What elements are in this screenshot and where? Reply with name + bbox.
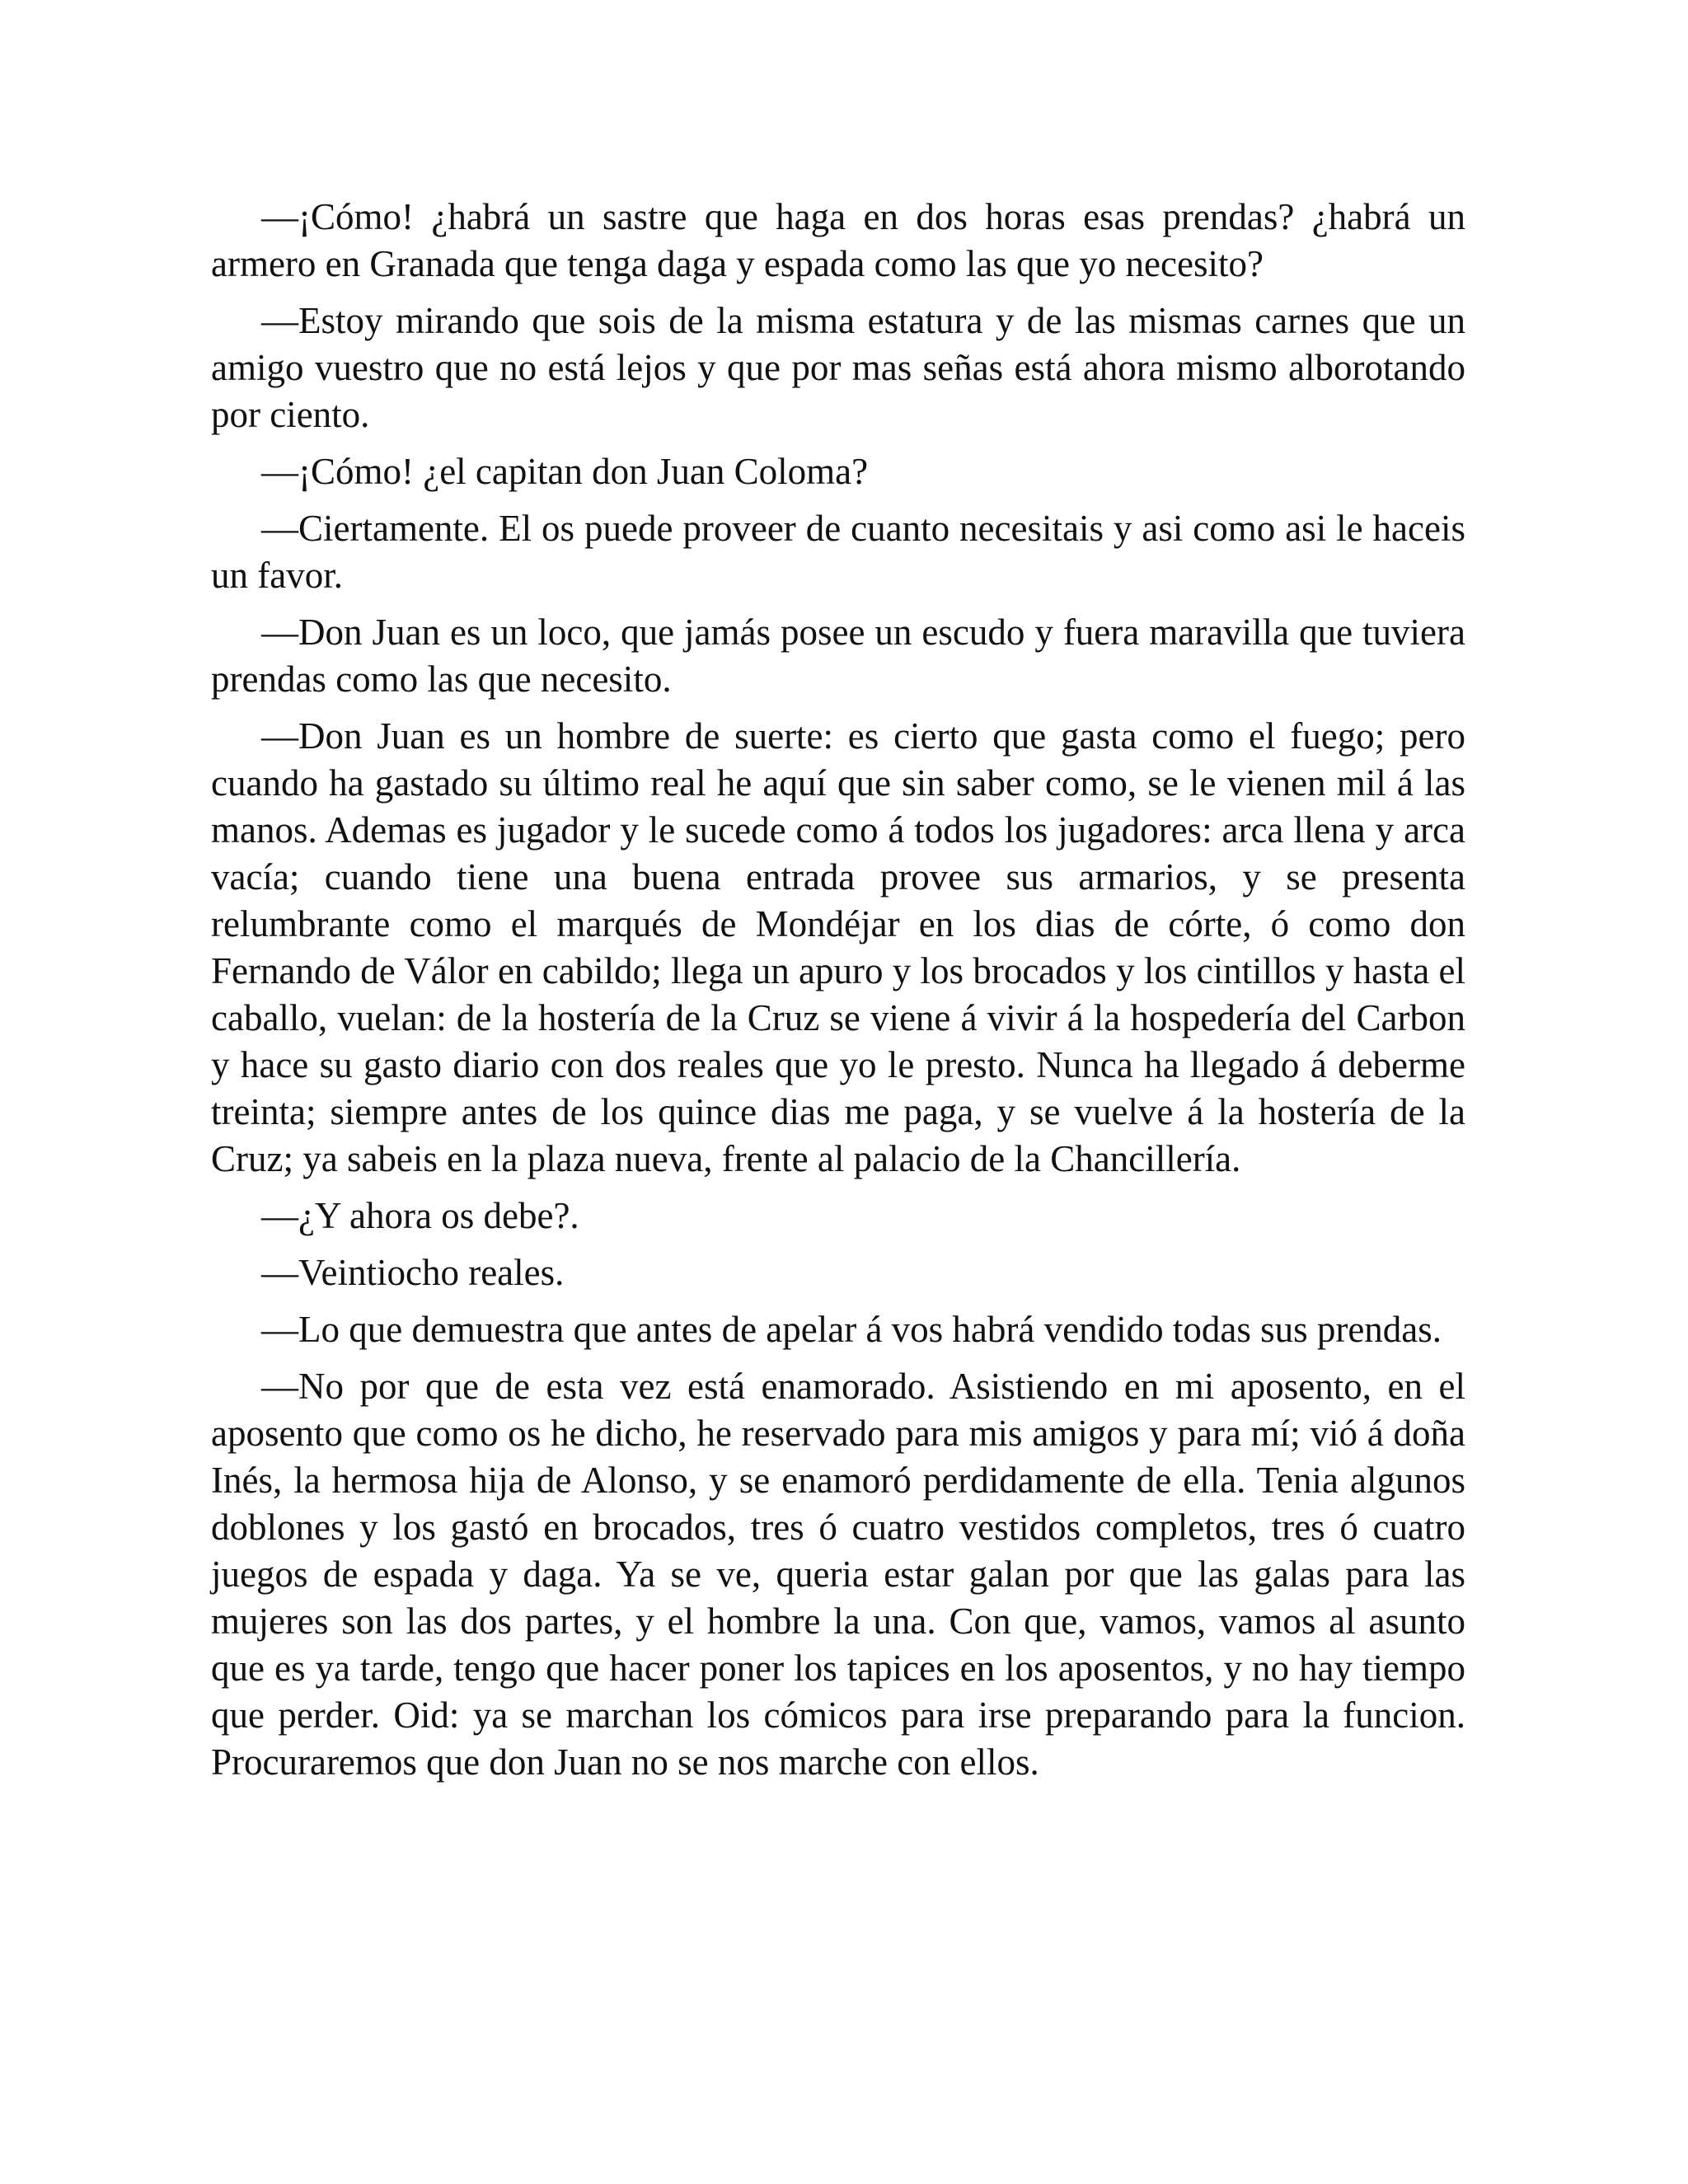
paragraph: —¿Y ahora os debe?. bbox=[261, 1195, 579, 1236]
paragraph: —Ciertamente. El os puede proveer de cuanto necesitais y asi como asi le haceis un favor. bbox=[211, 508, 1465, 596]
paragraph: —Don Juan es un loco, que jamás posee un escudo y fuera maravilla que tuviera prendas como las que necesito. bbox=[211, 612, 1465, 700]
paragraph: —Don Juan es un hombre de suerte: es cierto que gasta como el fuego; pero cuando ha gastado su último real he aquí que sin saber como, se le vienen mil á las manos. Ademas es jugador y le sucede como á todos los jugadores: arca llena y arca vacía; cuando tiene una buena entrada provee sus armarios, y se presenta relumbrante como el marqués de Mondéjar en los dias de córte, ó como don Fernando de Válor en cabildo; llega un apuro y los brocados y los cintillos y hasta el caballo, vuelan: de la hostería de la Cruz se viene á vivir á la hospedería del Carbon y hace su gasto diario con dos reales que yo le presto. Nunca ha llegado á deberme treinta; siempre antes de los quince dias me paga, y se vuelve á la hostería de la Cruz; ya sabeis en la plaza nueva, frente al palacio de la Chancillería. bbox=[211, 715, 1465, 1179]
body-text bbox=[211, 194, 1465, 1786]
paragraph: —Estoy mirando que sois de la misma estatura y de las mismas carnes que un amigo vuestro que no está lejos y que por mas señas está ahora mismo alborotando por ciento. bbox=[211, 300, 1465, 435]
paragraph: —¡Cómo! ¿habrá un sastre que haga en dos horas esas prendas? ¿habrá un armero en Granada que tenga daga y espada como las que yo necesito? bbox=[211, 196, 1465, 284]
paragraph: —¡Cómo! ¿el capitan don Juan Coloma? bbox=[261, 451, 869, 492]
paragraph: —No por que de esta vez está enamorado. Asistiendo en mi aposento, en el aposento que como os he dicho, he reservado para mis amigos y para mí; vió á doña Inés, la hermosa hija de Alonso, y se enamoró perdidamente de ella. Tenia algunos doblones y los gastó en brocados, tres ó cuatro vestidos completos, tres ó cuatro juegos de espada y daga. Ya se ve, queria estar galan por que las galas para las mujeres son las dos partes, y el hombre la una. Con que, vamos, vamos al asunto que es ya tarde, tengo que hacer poner los tapices en los aposentos, y no hay tiempo que perder. Oid: ya se marchan los cómicos para irse preparando para la funcion. Procuraremos que don Juan no se nos marche con ellos. bbox=[211, 1366, 1465, 1783]
paragraph: —Veintiocho reales. bbox=[261, 1252, 565, 1293]
paragraph: —Lo que demuestra que antes de apelar á vos habrá vendido todas sus prendas. bbox=[261, 1309, 1442, 1350]
